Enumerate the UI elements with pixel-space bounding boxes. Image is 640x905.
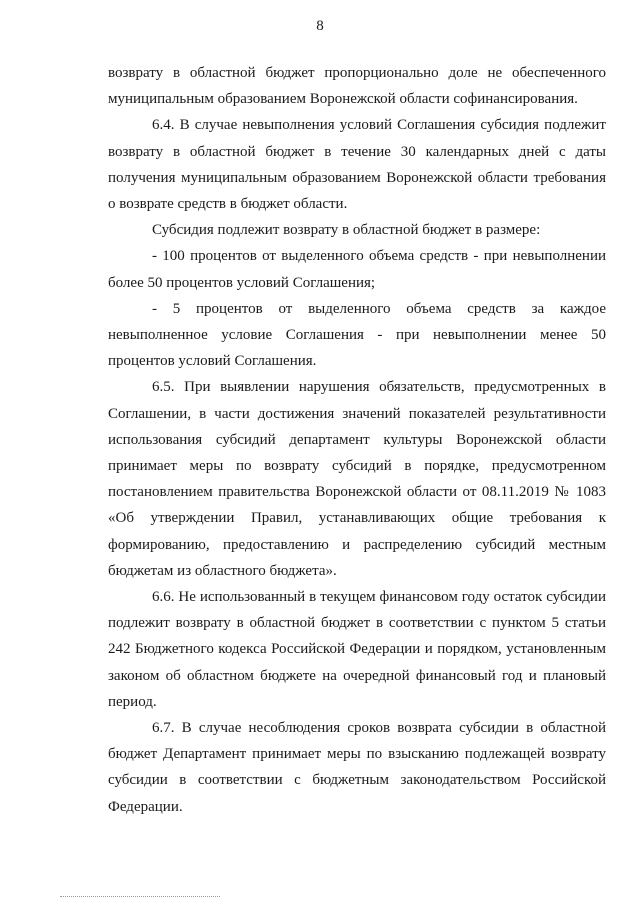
paragraph: 6.6. Не использованный в текущем финансовом году остаток субсидии подлежит возврату в областной бюджет в соответствии с пунктом 5 статьи 242 Бюджетного кодекса Российской Федерации и порядком, установленным законом об областном бюджете на очередной финансовый год и плановый период. <box>108 589 606 710</box>
paragraph: Субсидия подлежит возврату в областной бюджет в размере: <box>152 222 541 239</box>
paragraph: 6.5. При выявлении нарушения обязательств, предусмотренных в Соглашении, в части достижения значений показателей результативности использования субсидий департамент культуры Воронежской области принимает меры по возврату субсидий в порядке, предусмотренном постановлением правительства Воронежской области от 08.11.2019 № 1083 «Об утверждении Правил, устанавливающих общие требования к формированию, предоставлению и распределению субсидий местным бюджетам из областного бюджета». <box>108 379 606 579</box>
page-number: 8 <box>316 18 324 34</box>
document-body <box>108 60 606 820</box>
footer-divider <box>60 896 220 897</box>
paragraph: 6.4. В случае невыполнения условий Соглашения субсидия подлежит возврату в областной бюджет в течение 30 календарных дней с даты получения муниципальным образованием Воронежской области требования о возврате средств в бюджет области. <box>108 117 606 213</box>
paragraph: 6.7. В случае несоблюдения сроков возврата субсидии в областной бюджет Департамент принимает меры по взысканию подлежащей возврату субсидии в соответствии с бюджетным законодательством Российской Федерации. <box>108 720 606 815</box>
list-item: - 5 процентов от выделенного объема средств за каждое невыполненное условие Соглашения - при невыполнении менее 50 процентов условий Соглашения. <box>108 300 606 370</box>
paragraph: возврату в областной бюджет пропорционально доле не обеспеченного муниципальным образованием Воронежской области софинансирования. <box>108 65 606 108</box>
list-item: - 100 процентов от выделенного объема средств - при невыполнении более 50 процентов условий Соглашения; <box>108 248 606 291</box>
